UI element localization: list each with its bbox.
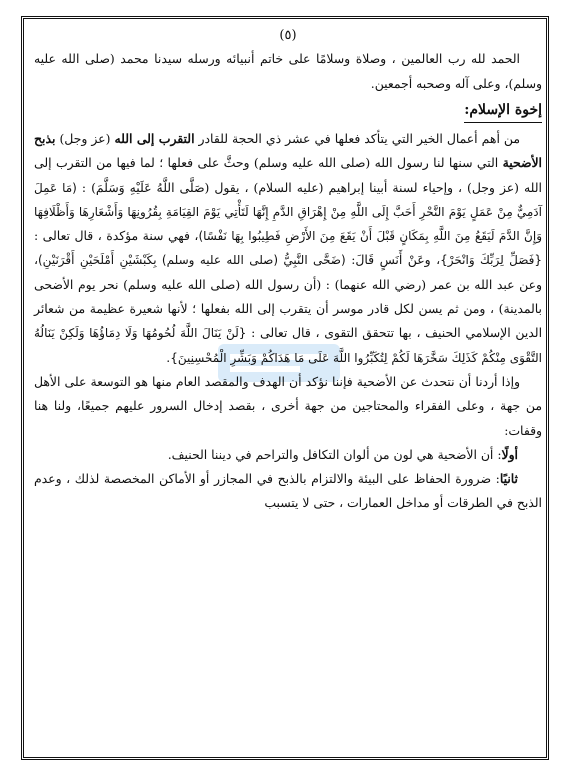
point-first	[34, 443, 542, 467]
para1-text-6: ، وعن عبد الله بن عمر (رضي الله عنهما) : (أن رسول الله (صلى الله عليه وسلم) نحر يوم الأضحى بالمدينة) ، ومن ثم يسن لكل قادر موسر أن يتقرب إلى الله بفعلها ؛ لأنها شعيرة عظيمة من شعائر الدين الإسلامي الحنيف ، بها تتحقق التقوى ، قال تعالى :	[34, 252, 543, 341]
para1-text-4: ، فهي سنة مؤكدة ، قال تعالى :	[34, 228, 199, 244]
hadith-quote-2: (ضَحَّى النَّبِيُّ (صلى الله عليه وسلم) بِكَبْشَيْنِ أَمْلَحَيْنِ أَقْرَنَيْنِ)	[38, 253, 346, 268]
para1-text-7: .	[166, 349, 171, 365]
heading-wrapper	[34, 96, 542, 127]
para1-text-3: التي سنها لنا رسول الله (صلى الله عليه وسلم) وحثَّ على فعلها ؛ لما فيها من التقرب إلى الله (عز وجل) ، وإحياء لسنة أبينا إبراهيم (عليه السلام) ، يقول (صَلَّى اللَّهُ عَلَيْهِ وَسَلَّمَ) :	[34, 155, 542, 195]
paragraph-sacrifice	[34, 127, 542, 370]
point-first-label: أولًا	[501, 446, 518, 462]
para1-bold-2: بذبح الأضحية	[34, 131, 542, 171]
point-second-text: : ضرورة الحفاظ على البيئة والالتزام بالذبح في المجازر أو الأماكن المخصصة لذلك ، وعدم الذبح في الطرقات أو مداخل العمارات ، حتى لا يتسبب	[34, 471, 542, 511]
page-number: (٥)	[279, 28, 297, 43]
para1-text-2: (عز وجل)	[55, 131, 115, 146]
opening-praise: الحمد لله رب العالمين ، وصلاة وسلامًا على خاتم أنبيائه ورسله سيدنا محمد (صلى الله عليه وسلم)، وعلى آله وصحبه أجمعين.	[34, 51, 542, 91]
point-second-label: ثانيًا	[499, 471, 518, 487]
hadith-quote-1: (مَا عَمِلَ آدَمِيٌّ مِنْ عَمَلٍ يَوْمَ النَّحْرِ أَحَبَّ إِلَى اللَّهِ مِنْ إِهْرَاقِ الدَّمِ إِنَّهَا لَتَأْتِي يَوْمَ القِيَامَةِ بِقُرُونِهَا وَأَشْعَارِهَا وَأَظْلَافِهَا وَإِنَّ الدَّمَ لَيَقَعُ مِنَ اللَّهِ بِمَكَانٍ قَبْلَ أَنْ يَقَعَ مِنَ الأَرْضِ فَطِيبُوا بِهَا نَفْسًا)	[34, 180, 542, 244]
point-second	[34, 467, 542, 516]
document-body	[34, 26, 542, 516]
paragraph-purpose: وإذا أردنا أن نتحدث عن الأضحية فإننا نؤكد أن الهدف والمقصد العام منها هو التوسعة على الأهل من جهة ، وعلى الفقراء والمحتاجين من جهة أخرى ، بقصد إدخال السرور عليهم جميعًا، ولنا هنا وقفات:	[34, 373, 542, 438]
quran-verse-1: {فَصَلِّ لِرَبِّكَ وَانْحَرْ}	[440, 253, 542, 268]
para1-text-5: ، وعَنْ أَنَسٍ قَالَ:	[345, 252, 441, 268]
point-first-text: : أن الأضحية هي لون من ألوان التكافل والتراحم في ديننا الحنيف.	[167, 446, 502, 462]
para1-text-1: من أهم أعمال الخير التي يتأكد فعلها في عشر ذي الحجة للقادر	[194, 131, 520, 146]
quran-verse-2: {لَنْ يَنَالَ اللَّهَ لُحُومُهَا وَلَا دِمَاؤُهَا وَلَكِنْ يَنَالُهُ التَّقْوَى مِنْكُمْ كَذَلِكَ سَخَّرَهَا لَكُمْ لِتُكَبِّرُوا اللَّهَ عَلَى مَا هَدَاكُمْ وَبَشِّرِ الْمُحْسِنِينَ}	[34, 326, 542, 365]
para1-bold-1: التقرب إلى الله	[114, 131, 195, 146]
section-heading: إخوة الإسلام:	[464, 98, 542, 123]
